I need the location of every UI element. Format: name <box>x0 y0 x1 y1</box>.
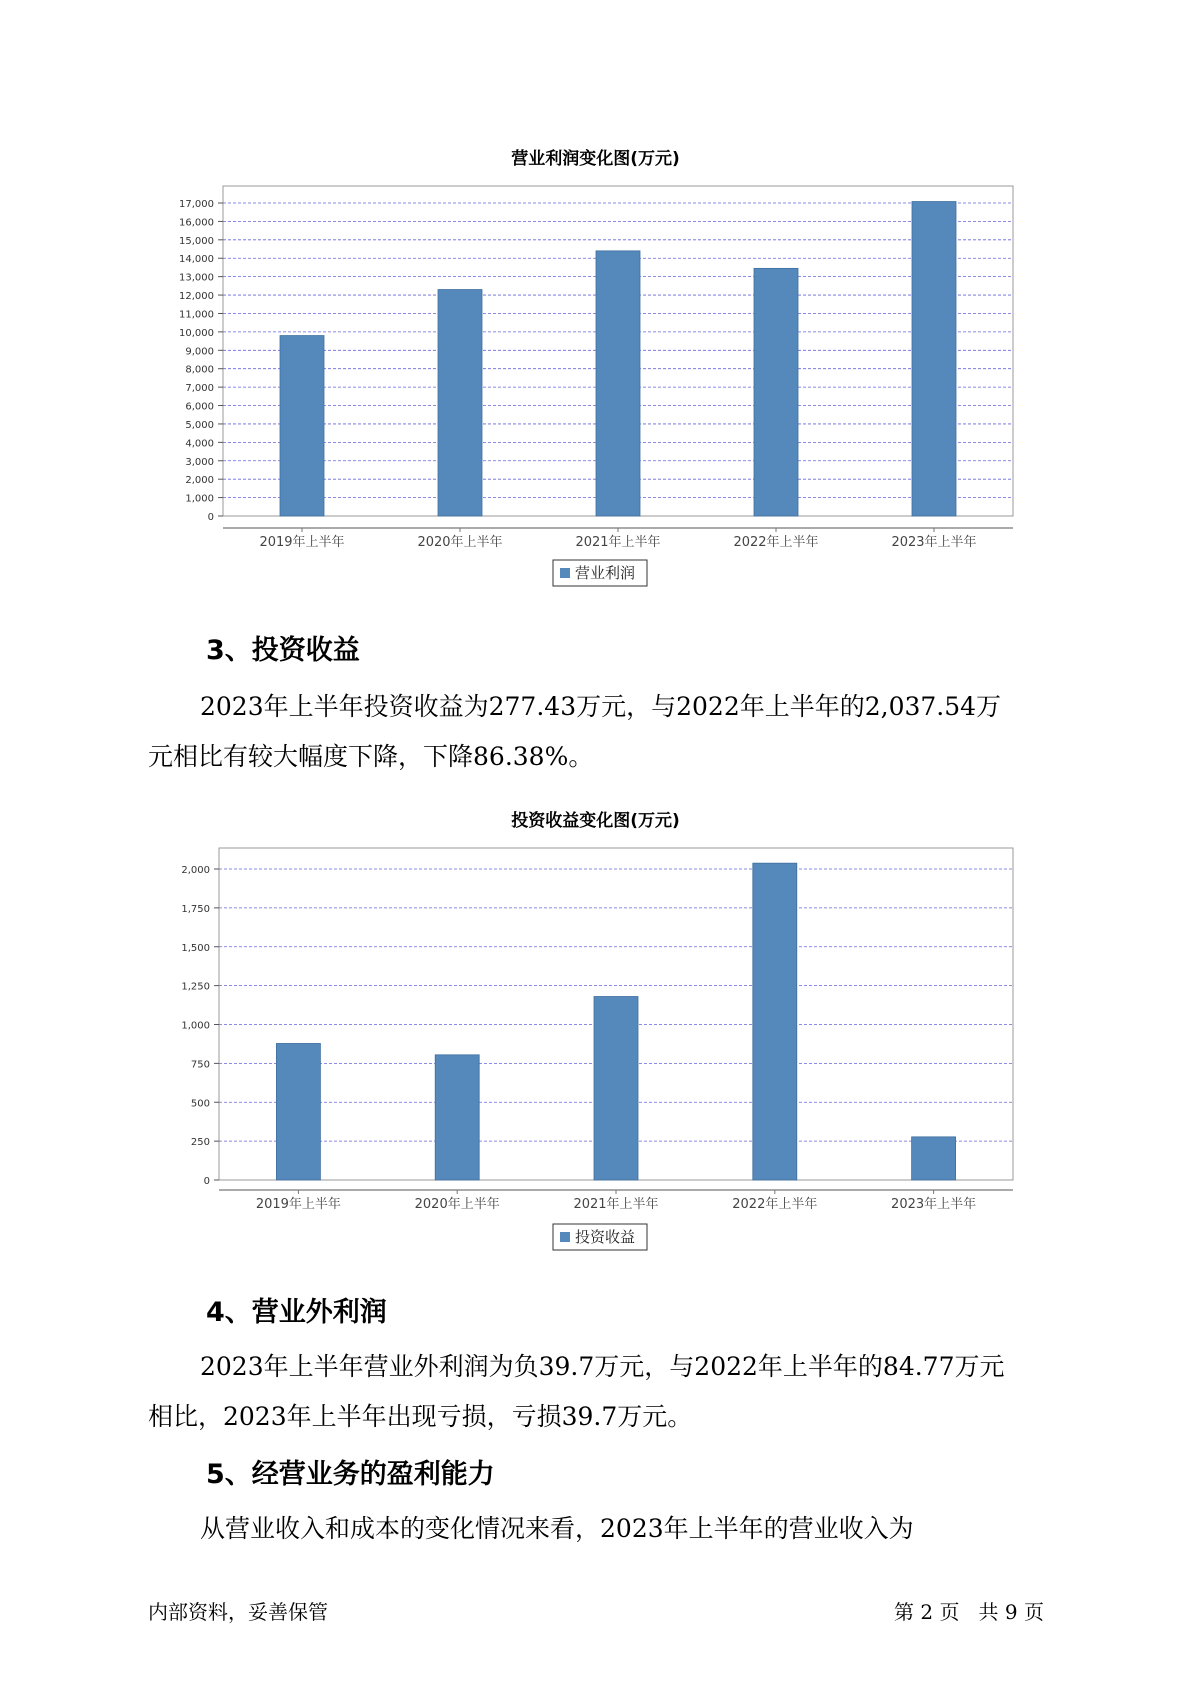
x-tick-label: 2020年上半年 <box>414 1197 500 1212</box>
y-tick-label: 2,000 <box>181 865 210 876</box>
legend-swatch <box>560 1232 570 1242</box>
y-tick-label: 4,000 <box>185 438 214 450</box>
y-tick-label: 2,000 <box>185 475 214 487</box>
x-tick-label: 2019年上半年 <box>255 1197 341 1212</box>
y-tick-label: 9,000 <box>185 346 214 358</box>
legend-label: 营业利润 <box>575 564 636 582</box>
y-tick-label: 750 <box>190 1059 210 1071</box>
operating-profit-chart <box>0 170 1191 600</box>
x-tick-label: 2023年上半年 <box>891 1197 977 1212</box>
paragraph-line: 从营业收入和成本的变化情况来看，2023年上半年的营业收入为 <box>200 1514 914 1543</box>
y-tick-label: 250 <box>190 1137 210 1149</box>
y-tick-label: 1,000 <box>185 493 214 505</box>
bar <box>280 336 324 516</box>
bar <box>912 202 956 516</box>
y-tick-label: 5,000 <box>185 419 214 431</box>
y-tick-label: 7,000 <box>185 383 214 395</box>
y-tick-label: 1,000 <box>181 1020 210 1032</box>
y-tick-label: 1,250 <box>181 981 210 993</box>
bar <box>594 997 638 1180</box>
x-tick-label: 2020年上半年 <box>417 535 503 550</box>
page-number: 第 2 页 共 9 页 <box>894 1600 1044 1624</box>
x-tick-label: 2021年上半年 <box>575 535 661 550</box>
y-tick-label: 500 <box>190 1098 210 1110</box>
paragraph-line: 元相比有较大幅度下降，下降86.38%。 <box>148 742 594 771</box>
legend-swatch <box>560 568 570 578</box>
paragraph <box>148 1342 1058 1442</box>
chart-title: 营业利润变化图(万元) <box>511 149 680 169</box>
bar <box>753 863 797 1180</box>
bar <box>754 268 798 516</box>
investment-income-chart <box>0 832 1191 1252</box>
x-tick-label: 2021年上半年 <box>573 1197 659 1212</box>
paragraph <box>148 682 1058 782</box>
y-tick-label: 1,750 <box>181 903 210 915</box>
section-heading: 4、营业外利润 <box>206 1297 387 1328</box>
y-tick-label: 14,000 <box>179 254 214 266</box>
paragraph-line: 2023年上半年投资收益为277.43万元，与2022年上半年的2,037.54万 <box>200 692 1002 721</box>
y-tick-label: 13,000 <box>179 272 214 284</box>
y-tick-label: 1,500 <box>181 942 210 954</box>
y-tick-label: 16,000 <box>179 217 214 229</box>
bar <box>912 1137 956 1180</box>
y-tick-label: 17,000 <box>179 199 214 210</box>
section-heading: 5、经营业务的盈利能力 <box>206 1459 495 1490</box>
bar <box>435 1055 479 1180</box>
y-tick-label: 6,000 <box>185 401 214 413</box>
x-tick-label: 2019年上半年 <box>259 535 345 550</box>
bar <box>438 290 482 516</box>
y-tick-label: 8,000 <box>185 364 214 376</box>
x-tick-label: 2022年上半年 <box>732 1197 818 1212</box>
section-heading: 3、投资收益 <box>206 635 360 666</box>
footer-note: 内部资料，妥善保管 <box>148 1600 328 1624</box>
paragraph <box>148 1504 1058 1554</box>
y-tick-label: 10,000 <box>179 327 214 339</box>
x-tick-label: 2023年上半年 <box>891 535 977 550</box>
paragraph-line: 2023年上半年营业外利润为负39.7万元，与2022年上半年的84.77万元 <box>200 1352 1005 1381</box>
chart-title: 投资收益变化图(万元) <box>511 811 680 831</box>
y-tick-label: 0 <box>207 512 214 523</box>
legend-label: 投资收益 <box>575 1228 636 1246</box>
y-tick-label: 3,000 <box>185 456 214 468</box>
bar <box>596 251 640 516</box>
y-tick-label: 15,000 <box>179 235 214 247</box>
x-tick-label: 2022年上半年 <box>733 535 819 550</box>
paragraph-line: 相比，2023年上半年出现亏损，亏损39.7万元。 <box>148 1402 693 1431</box>
y-tick-label: 12,000 <box>179 291 214 303</box>
y-tick-label: 0 <box>203 1176 210 1187</box>
bar <box>276 1043 320 1180</box>
y-tick-label: 11,000 <box>179 309 214 321</box>
